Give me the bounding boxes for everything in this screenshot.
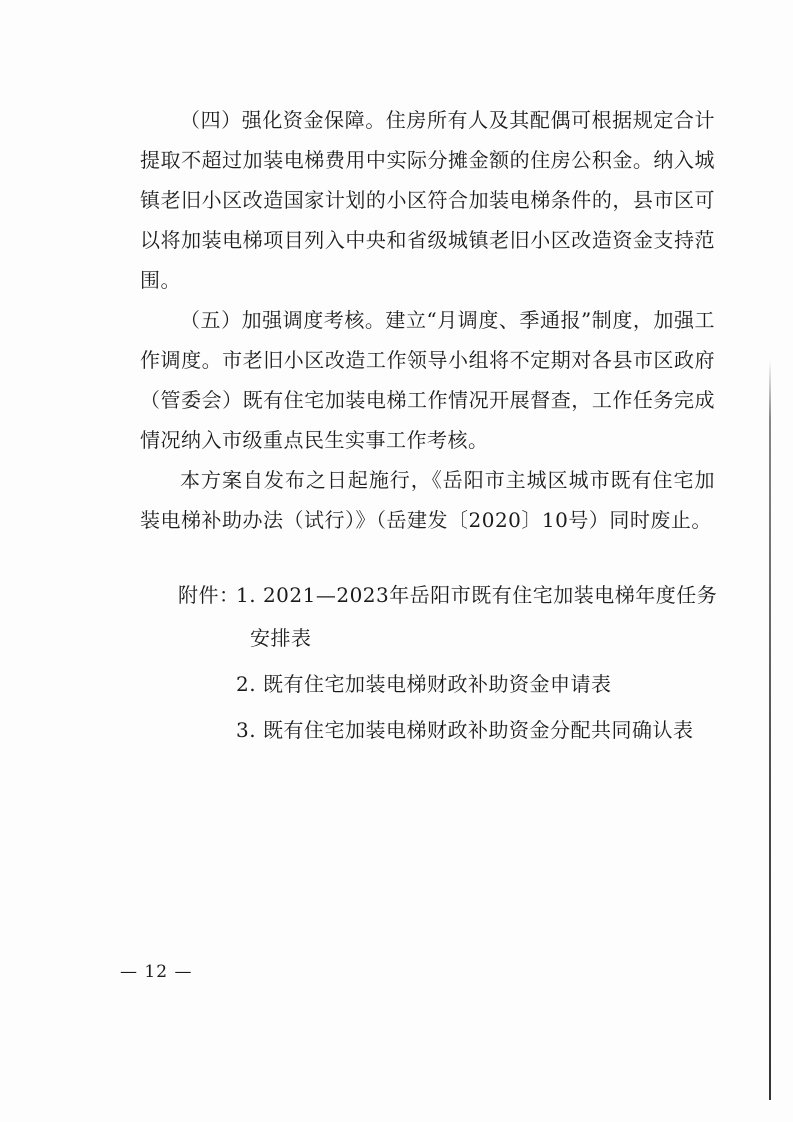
page-number: — 12 —	[120, 962, 193, 982]
attachments-label: 附件：	[178, 583, 240, 607]
paragraph-scheduling-assessment: （五）加强调度考核。建立“月调度、季通报”制度，加强工作调度。市老旧小区改造工作领导小组将不定期对各县市区政府（管委会）既有住宅加装电梯工作情况开展督查，工作任务完成情况纳入市级重点民生实事工作考核。	[140, 308, 715, 452]
attachment-item-1: 1. 2021—2023年岳阳市既有住宅加装电梯年度任务	[236, 583, 718, 607]
attachment-item-3: 3. 既有住宅加装电梯财政补助资金分配共同确认表	[236, 718, 694, 742]
attachment-item-1-continued: 安排表	[250, 626, 312, 650]
scan-edge-line	[769, 360, 771, 1100]
paragraph-effective-date: 本方案自发布之日起施行，《岳阳市主城区城市既有住宅加装电梯补助办法（试行）》（岳建发〔2020〕10号）同时废止。	[140, 468, 715, 532]
attachment-item-2: 2. 既有住宅加装电梯财政补助资金申请表	[236, 672, 612, 696]
paragraph-funding-guarantee: （四）强化资金保障。住房所有人及其配偶可根据规定合计提取不超过加装电梯费用中实际分摊金额的住房公积金。纳入城镇老旧小区改造国家计划的小区符合加装电梯条件的，县市区可以将加装电梯项目列入中央和省级城镇老旧小区改造资金支持范围。	[140, 108, 715, 292]
